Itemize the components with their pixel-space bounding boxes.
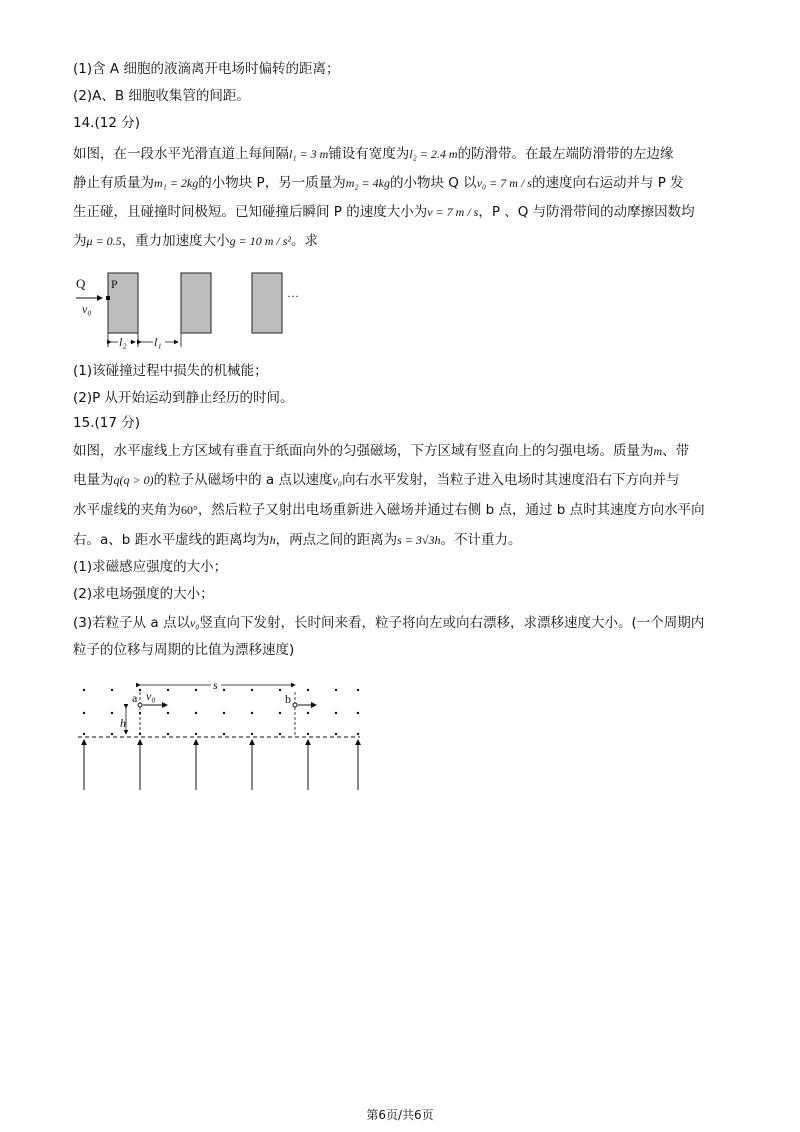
electric-field-arrows bbox=[84, 740, 358, 790]
question-15-part-3 bbox=[73, 613, 704, 633]
field-dot bbox=[335, 733, 337, 735]
text: 。不计重力。 bbox=[440, 532, 522, 548]
question-14-line-2 bbox=[73, 173, 684, 193]
formula-v0: v₀ bbox=[332, 473, 342, 487]
label-dots: ··· bbox=[287, 289, 299, 303]
text-l8: (1)该碰撞过程中损失的机械能； bbox=[73, 363, 268, 379]
field-dot bbox=[251, 733, 253, 735]
formula-mu: μ = 0.5 bbox=[86, 234, 122, 248]
field-dot bbox=[139, 689, 141, 691]
formula-s: s = 3√3h bbox=[397, 533, 441, 547]
page-footer bbox=[0, 1106, 800, 1123]
question-14-line-3 bbox=[73, 202, 695, 222]
text: 铺设有宽度为 bbox=[328, 146, 410, 162]
field-dot bbox=[167, 712, 169, 714]
text: 的粒子从磁场中的 a 点以速度 bbox=[153, 472, 333, 488]
text: 的小物块 Q 以 bbox=[389, 175, 477, 191]
block-p bbox=[106, 296, 110, 300]
formula-v0: v₀ = 7 m / s bbox=[476, 176, 532, 190]
field-dot bbox=[111, 689, 113, 691]
text: 静止有质量为 bbox=[73, 175, 154, 191]
field-dot bbox=[167, 733, 169, 735]
question-14-line-1 bbox=[73, 144, 674, 164]
point-a bbox=[138, 703, 142, 707]
formula-g: g = 10 m / s² bbox=[229, 234, 291, 248]
field-dot bbox=[357, 712, 359, 714]
field-dot bbox=[223, 733, 225, 735]
text: 右。a、b 距水平虚线的距离均为 bbox=[73, 532, 270, 548]
field-dot bbox=[307, 733, 309, 735]
question-13-part-1 bbox=[73, 59, 339, 79]
text: ，P 、Q 与防滑带间的动摩擦因数均 bbox=[478, 204, 695, 220]
text-l1: (1)含 A 细胞的液滴离开电场时偏转的距离； bbox=[73, 61, 340, 77]
text: ，重力加速度大小 bbox=[121, 233, 230, 249]
field-dot bbox=[357, 689, 359, 691]
field-dot bbox=[111, 733, 113, 735]
figure-friction-strips bbox=[70, 270, 330, 350]
question-15-line-3 bbox=[73, 500, 705, 520]
field-dot bbox=[223, 689, 225, 691]
formula-l2: l₂ = 2.4 m bbox=[409, 147, 458, 161]
question-15-line-4 bbox=[73, 530, 522, 550]
field-dot bbox=[279, 689, 281, 691]
question-14-heading bbox=[73, 113, 140, 133]
question-14-part-1 bbox=[73, 361, 268, 381]
text: 的速度向右运动并与 P 发 bbox=[531, 175, 684, 191]
field-dot bbox=[335, 689, 337, 691]
figure-field-regions bbox=[70, 670, 370, 795]
text: 向右水平发射，当粒子进入电场时其速度沿右下方向并与 bbox=[341, 472, 680, 488]
field-dot bbox=[195, 733, 197, 735]
label-b: b bbox=[285, 692, 291, 706]
text-l10: 15.(17 分) bbox=[73, 415, 140, 431]
text: 的防滑带。在最左端防滑带的左边缘 bbox=[457, 146, 674, 162]
label-l2: l₂ bbox=[119, 335, 127, 349]
formula-m: m bbox=[653, 444, 663, 458]
text: (3)若粒子从 a 点以 bbox=[73, 615, 190, 631]
formula-m1: m₁ = 2kg bbox=[154, 176, 199, 190]
formula-v: v = 7 m / s bbox=[427, 205, 479, 219]
field-dot bbox=[195, 712, 197, 714]
field-dot bbox=[251, 689, 253, 691]
field-dot bbox=[307, 712, 309, 714]
question-15-heading bbox=[73, 413, 140, 433]
formula-h: h bbox=[269, 533, 276, 547]
field-dot bbox=[167, 689, 169, 691]
friction-strip bbox=[181, 273, 211, 333]
point-b bbox=[293, 703, 297, 707]
friction-strip bbox=[252, 273, 282, 333]
text: 、带 bbox=[662, 443, 690, 459]
field-dot bbox=[279, 733, 281, 735]
formula-angle: 60° bbox=[181, 503, 198, 517]
field-dot bbox=[195, 689, 197, 691]
text-l3: 14.(12 分) bbox=[73, 115, 140, 131]
question-15-part-2 bbox=[73, 584, 214, 604]
text: ，然后粒子又射出电场重新进入磁场并通过右侧 b 点，通过 b 点时其速度方向水平向 bbox=[197, 502, 705, 518]
formula-l1: l₁ = 3 m bbox=[289, 147, 329, 161]
text: 的小物块 P，另一质量为 bbox=[198, 175, 346, 191]
field-dot bbox=[83, 689, 85, 691]
text-l15: (1)求磁感应强度的大小； bbox=[73, 559, 228, 575]
question-15-line-1 bbox=[73, 441, 689, 461]
text: 竖直向下发射，长时间来看，粒子将向左或向右漂移，求漂移速度大小。(一个周期内 bbox=[199, 615, 705, 631]
question-14-line-4 bbox=[73, 231, 318, 251]
label-s: s bbox=[213, 678, 218, 692]
text: 如图，在一段水平光滑直道上每间隔 bbox=[73, 146, 289, 162]
field-dot bbox=[357, 733, 359, 735]
text: 电量为 bbox=[73, 472, 114, 488]
field-dot bbox=[111, 712, 113, 714]
question-15-part-1 bbox=[73, 557, 227, 577]
text: 。求 bbox=[291, 233, 318, 249]
label-v0: v₀ bbox=[82, 302, 92, 316]
field-dot bbox=[335, 712, 337, 714]
text-l18: 粒子的位移与周期的比值为漂移速度) bbox=[73, 642, 295, 658]
field-dot bbox=[83, 712, 85, 714]
label-a: a bbox=[132, 691, 138, 705]
text: 为 bbox=[73, 233, 87, 249]
formula-v0: v₀ bbox=[189, 616, 200, 630]
field-dot bbox=[223, 712, 225, 714]
label-h: h bbox=[120, 716, 126, 730]
formula-q: q(q > 0) bbox=[113, 473, 154, 487]
field-dot bbox=[251, 712, 253, 714]
text: 水平虚线的夹角为 bbox=[73, 502, 181, 518]
text: ，两点之间的距离为 bbox=[275, 532, 398, 548]
question-13-part-2 bbox=[73, 86, 250, 106]
text: 如图，水平虚线上方区域有垂直于纸面向外的匀强磁场，下方区域有竖直向上的匀强电场。质量为 bbox=[73, 443, 654, 459]
label-p: P bbox=[111, 277, 118, 291]
text-l2: (2)A、B 细胞收集管的间距。 bbox=[73, 88, 250, 104]
text-l9: (2)P 从开始运动到静止经历的时间。 bbox=[73, 390, 294, 406]
text: 生正碰，且碰撞时间极短。已知碰撞后瞬间 P 的速度大小为 bbox=[73, 204, 428, 220]
label-q: Q bbox=[76, 276, 86, 291]
question-15-part-3-note bbox=[73, 640, 294, 660]
field-dot bbox=[279, 712, 281, 714]
field-dot bbox=[83, 733, 85, 735]
field-dot bbox=[307, 689, 309, 691]
label-l1: l₁ bbox=[154, 335, 162, 349]
page-number: 第6页/共6页 bbox=[366, 1108, 434, 1122]
formula-m2: m₂ = 4kg bbox=[345, 176, 390, 190]
question-14-part-2 bbox=[73, 388, 294, 408]
text-l16: (2)求电场强度的大小； bbox=[73, 586, 214, 602]
question-15-line-2 bbox=[73, 470, 679, 490]
label-v0: v₀ bbox=[146, 689, 156, 703]
